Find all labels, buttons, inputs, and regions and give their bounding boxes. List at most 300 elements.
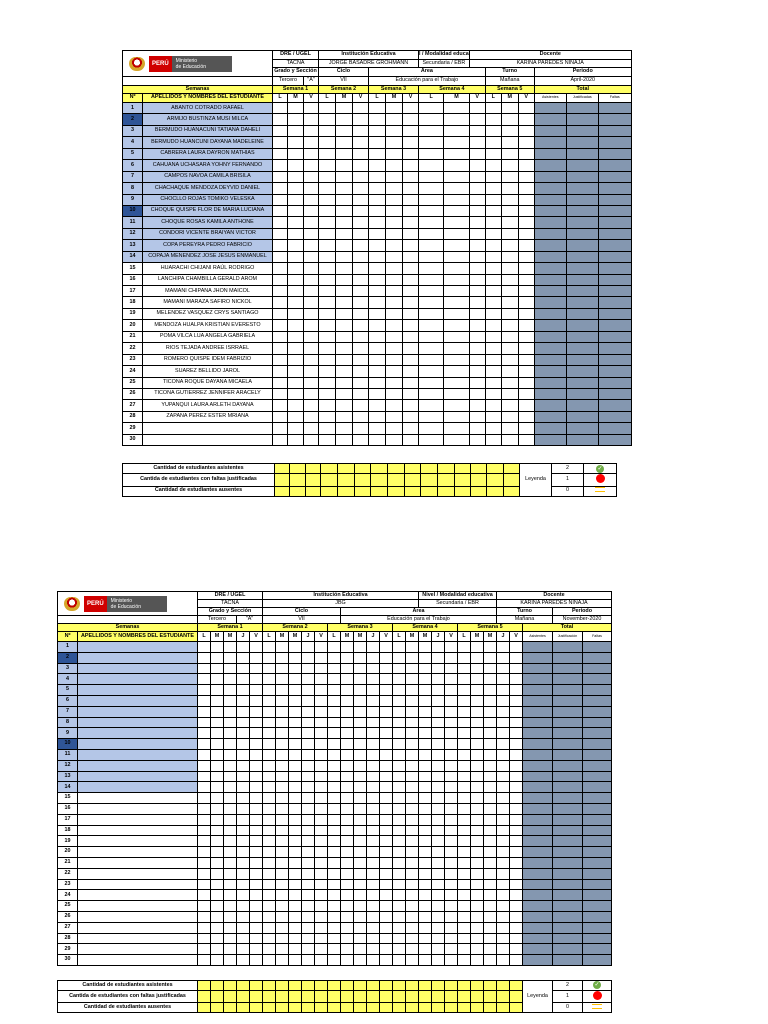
attendance-cell[interactable] bbox=[444, 263, 469, 274]
attendance-cell[interactable] bbox=[419, 308, 444, 319]
attendance-cell[interactable] bbox=[288, 274, 304, 285]
attendance-cell[interactable] bbox=[419, 366, 444, 377]
attendance-cell[interactable] bbox=[393, 739, 406, 750]
attendance-cell[interactable] bbox=[328, 749, 341, 760]
attendance-cell[interactable] bbox=[263, 728, 276, 739]
attendance-cell[interactable] bbox=[354, 642, 367, 653]
attendance-cell[interactable] bbox=[419, 652, 432, 663]
attendance-cell[interactable] bbox=[289, 749, 302, 760]
attendance-cell[interactable] bbox=[484, 890, 497, 901]
attendance-cell[interactable] bbox=[471, 717, 484, 728]
attendance-cell[interactable] bbox=[289, 695, 302, 706]
attendance-cell[interactable] bbox=[471, 911, 484, 922]
attendance-cell[interactable] bbox=[469, 366, 485, 377]
attendance-cell[interactable] bbox=[250, 911, 263, 922]
attendance-cell[interactable] bbox=[497, 739, 510, 750]
attendance-cell[interactable] bbox=[518, 423, 534, 434]
attendance-cell[interactable] bbox=[380, 782, 393, 793]
attendance-cell[interactable] bbox=[250, 685, 263, 696]
attendance-cell[interactable] bbox=[497, 793, 510, 804]
attendance-cell[interactable] bbox=[386, 411, 403, 422]
attendance-cell[interactable] bbox=[288, 240, 304, 251]
attendance-cell[interactable] bbox=[419, 857, 432, 868]
attendance-cell[interactable] bbox=[354, 847, 367, 858]
attendance-cell[interactable] bbox=[341, 782, 354, 793]
attendance-cell[interactable] bbox=[484, 944, 497, 955]
attendance-cell[interactable] bbox=[393, 760, 406, 771]
attendance-cell[interactable] bbox=[458, 652, 471, 663]
attendance-cell[interactable] bbox=[302, 814, 315, 825]
attendance-cell[interactable] bbox=[518, 308, 534, 319]
attendance-cell[interactable] bbox=[304, 240, 319, 251]
attendance-cell[interactable] bbox=[518, 137, 534, 148]
attendance-cell[interactable] bbox=[485, 423, 501, 434]
attendance-cell[interactable] bbox=[224, 955, 237, 966]
attendance-cell[interactable] bbox=[367, 717, 380, 728]
attendance-cell[interactable] bbox=[406, 911, 419, 922]
attendance-cell[interactable] bbox=[224, 771, 237, 782]
attendance-cell[interactable] bbox=[304, 205, 319, 216]
attendance-cell[interactable] bbox=[445, 857, 458, 868]
attendance-cell[interactable] bbox=[419, 955, 432, 966]
attendance-cell[interactable] bbox=[484, 728, 497, 739]
attendance-cell[interactable] bbox=[419, 171, 444, 182]
attendance-cell[interactable] bbox=[319, 308, 336, 319]
attendance-cell[interactable] bbox=[369, 194, 386, 205]
attendance-cell[interactable] bbox=[518, 160, 534, 171]
attendance-cell[interactable] bbox=[484, 695, 497, 706]
attendance-cell[interactable] bbox=[367, 814, 380, 825]
attendance-cell[interactable] bbox=[484, 825, 497, 836]
attendance-cell[interactable] bbox=[250, 749, 263, 760]
attendance-cell[interactable] bbox=[518, 217, 534, 228]
attendance-cell[interactable] bbox=[288, 400, 304, 411]
attendance-cell[interactable] bbox=[328, 868, 341, 879]
attendance-cell[interactable] bbox=[380, 955, 393, 966]
attendance-cell[interactable] bbox=[198, 760, 211, 771]
attendance-cell[interactable] bbox=[315, 663, 328, 674]
attendance-cell[interactable] bbox=[288, 114, 304, 125]
attendance-cell[interactable] bbox=[403, 125, 419, 136]
attendance-cell[interactable] bbox=[484, 857, 497, 868]
attendance-cell[interactable] bbox=[304, 125, 319, 136]
attendance-cell[interactable] bbox=[353, 286, 369, 297]
attendance-cell[interactable] bbox=[471, 890, 484, 901]
attendance-cell[interactable] bbox=[353, 377, 369, 388]
attendance-cell[interactable] bbox=[289, 685, 302, 696]
attendance-cell[interactable] bbox=[369, 331, 386, 342]
attendance-cell[interactable] bbox=[354, 922, 367, 933]
attendance-cell[interactable] bbox=[458, 825, 471, 836]
attendance-cell[interactable] bbox=[471, 685, 484, 696]
attendance-cell[interactable] bbox=[432, 685, 445, 696]
attendance-cell[interactable] bbox=[276, 652, 289, 663]
attendance-cell[interactable] bbox=[386, 331, 403, 342]
attendance-cell[interactable] bbox=[406, 825, 419, 836]
attendance-cell[interactable] bbox=[353, 160, 369, 171]
attendance-cell[interactable] bbox=[354, 652, 367, 663]
attendance-cell[interactable] bbox=[469, 228, 485, 239]
attendance-cell[interactable] bbox=[458, 717, 471, 728]
attendance-cell[interactable] bbox=[198, 944, 211, 955]
attendance-cell[interactable] bbox=[354, 933, 367, 944]
attendance-cell[interactable] bbox=[471, 922, 484, 933]
attendance-cell[interactable] bbox=[263, 955, 276, 966]
attendance-cell[interactable] bbox=[444, 194, 469, 205]
attendance-cell[interactable] bbox=[380, 847, 393, 858]
attendance-cell[interactable] bbox=[518, 286, 534, 297]
attendance-cell[interactable] bbox=[341, 955, 354, 966]
attendance-cell[interactable] bbox=[289, 922, 302, 933]
attendance-cell[interactable] bbox=[386, 240, 403, 251]
attendance-cell[interactable] bbox=[469, 148, 485, 159]
attendance-cell[interactable] bbox=[501, 148, 518, 159]
attendance-cell[interactable] bbox=[304, 297, 319, 308]
attendance-cell[interactable] bbox=[328, 836, 341, 847]
attendance-cell[interactable] bbox=[302, 857, 315, 868]
attendance-cell[interactable] bbox=[328, 890, 341, 901]
attendance-cell[interactable] bbox=[471, 868, 484, 879]
attendance-cell[interactable] bbox=[336, 205, 353, 216]
attendance-cell[interactable] bbox=[211, 652, 224, 663]
attendance-cell[interactable] bbox=[458, 868, 471, 879]
attendance-cell[interactable] bbox=[250, 847, 263, 858]
attendance-cell[interactable] bbox=[328, 944, 341, 955]
attendance-cell[interactable] bbox=[354, 955, 367, 966]
attendance-cell[interactable] bbox=[471, 803, 484, 814]
attendance-cell[interactable] bbox=[518, 434, 534, 445]
attendance-cell[interactable] bbox=[198, 836, 211, 847]
attendance-cell[interactable] bbox=[419, 944, 432, 955]
attendance-cell[interactable] bbox=[315, 955, 328, 966]
attendance-cell[interactable] bbox=[302, 782, 315, 793]
attendance-cell[interactable] bbox=[353, 183, 369, 194]
attendance-cell[interactable] bbox=[319, 388, 336, 399]
attendance-cell[interactable] bbox=[336, 171, 353, 182]
attendance-cell[interactable] bbox=[263, 890, 276, 901]
attendance-cell[interactable] bbox=[288, 125, 304, 136]
attendance-cell[interactable] bbox=[510, 890, 523, 901]
attendance-cell[interactable] bbox=[341, 771, 354, 782]
attendance-cell[interactable] bbox=[319, 331, 336, 342]
attendance-cell[interactable] bbox=[354, 901, 367, 912]
attendance-cell[interactable] bbox=[328, 793, 341, 804]
attendance-cell[interactable] bbox=[304, 366, 319, 377]
attendance-cell[interactable] bbox=[237, 717, 250, 728]
attendance-cell[interactable] bbox=[501, 297, 518, 308]
attendance-cell[interactable] bbox=[353, 366, 369, 377]
attendance-cell[interactable] bbox=[273, 171, 288, 182]
attendance-cell[interactable] bbox=[458, 933, 471, 944]
attendance-cell[interactable] bbox=[386, 148, 403, 159]
attendance-cell[interactable] bbox=[380, 760, 393, 771]
attendance-cell[interactable] bbox=[319, 160, 336, 171]
attendance-cell[interactable] bbox=[289, 728, 302, 739]
attendance-cell[interactable] bbox=[419, 411, 444, 422]
attendance-cell[interactable] bbox=[406, 728, 419, 739]
attendance-cell[interactable] bbox=[501, 423, 518, 434]
attendance-cell[interactable] bbox=[354, 728, 367, 739]
attendance-cell[interactable] bbox=[237, 749, 250, 760]
attendance-cell[interactable] bbox=[458, 879, 471, 890]
attendance-cell[interactable] bbox=[288, 148, 304, 159]
attendance-cell[interactable] bbox=[288, 343, 304, 354]
attendance-cell[interactable] bbox=[386, 354, 403, 365]
attendance-cell[interactable] bbox=[341, 739, 354, 750]
attendance-cell[interactable] bbox=[369, 205, 386, 216]
attendance-cell[interactable] bbox=[315, 803, 328, 814]
attendance-cell[interactable] bbox=[386, 217, 403, 228]
attendance-cell[interactable] bbox=[224, 706, 237, 717]
attendance-cell[interactable] bbox=[393, 642, 406, 653]
attendance-cell[interactable] bbox=[237, 685, 250, 696]
attendance-cell[interactable] bbox=[211, 922, 224, 933]
attendance-cell[interactable] bbox=[403, 171, 419, 182]
attendance-cell[interactable] bbox=[336, 377, 353, 388]
attendance-cell[interactable] bbox=[444, 205, 469, 216]
attendance-cell[interactable] bbox=[386, 343, 403, 354]
attendance-cell[interactable] bbox=[336, 331, 353, 342]
attendance-cell[interactable] bbox=[288, 320, 304, 331]
attendance-cell[interactable] bbox=[319, 274, 336, 285]
attendance-cell[interactable] bbox=[444, 148, 469, 159]
attendance-cell[interactable] bbox=[501, 400, 518, 411]
attendance-cell[interactable] bbox=[315, 868, 328, 879]
attendance-cell[interactable] bbox=[367, 652, 380, 663]
attendance-cell[interactable] bbox=[419, 803, 432, 814]
attendance-cell[interactable] bbox=[380, 652, 393, 663]
attendance-cell[interactable] bbox=[319, 354, 336, 365]
attendance-cell[interactable] bbox=[289, 717, 302, 728]
attendance-cell[interactable] bbox=[485, 251, 501, 262]
attendance-cell[interactable] bbox=[302, 717, 315, 728]
attendance-cell[interactable] bbox=[471, 836, 484, 847]
attendance-cell[interactable] bbox=[497, 901, 510, 912]
attendance-cell[interactable] bbox=[328, 955, 341, 966]
attendance-cell[interactable] bbox=[403, 434, 419, 445]
attendance-cell[interactable] bbox=[273, 240, 288, 251]
attendance-cell[interactable] bbox=[445, 749, 458, 760]
attendance-cell[interactable] bbox=[471, 706, 484, 717]
attendance-cell[interactable] bbox=[444, 103, 469, 114]
attendance-cell[interactable] bbox=[471, 674, 484, 685]
attendance-cell[interactable] bbox=[484, 706, 497, 717]
attendance-cell[interactable] bbox=[237, 911, 250, 922]
attendance-cell[interactable] bbox=[501, 103, 518, 114]
attendance-cell[interactable] bbox=[419, 868, 432, 879]
attendance-cell[interactable] bbox=[263, 717, 276, 728]
attendance-cell[interactable] bbox=[276, 868, 289, 879]
attendance-cell[interactable] bbox=[319, 297, 336, 308]
attendance-cell[interactable] bbox=[469, 297, 485, 308]
attendance-cell[interactable] bbox=[336, 388, 353, 399]
attendance-cell[interactable] bbox=[354, 663, 367, 674]
attendance-cell[interactable] bbox=[198, 728, 211, 739]
attendance-cell[interactable] bbox=[367, 933, 380, 944]
attendance-cell[interactable] bbox=[224, 857, 237, 868]
attendance-cell[interactable] bbox=[315, 911, 328, 922]
attendance-cell[interactable] bbox=[497, 847, 510, 858]
attendance-cell[interactable] bbox=[302, 674, 315, 685]
attendance-cell[interactable] bbox=[276, 706, 289, 717]
attendance-cell[interactable] bbox=[276, 922, 289, 933]
attendance-cell[interactable] bbox=[510, 911, 523, 922]
attendance-cell[interactable] bbox=[484, 955, 497, 966]
attendance-cell[interactable] bbox=[458, 911, 471, 922]
attendance-cell[interactable] bbox=[276, 933, 289, 944]
attendance-cell[interactable] bbox=[419, 760, 432, 771]
attendance-cell[interactable] bbox=[224, 933, 237, 944]
attendance-cell[interactable] bbox=[485, 434, 501, 445]
attendance-cell[interactable] bbox=[518, 366, 534, 377]
attendance-cell[interactable] bbox=[211, 814, 224, 825]
attendance-cell[interactable] bbox=[518, 205, 534, 216]
attendance-cell[interactable] bbox=[315, 922, 328, 933]
attendance-cell[interactable] bbox=[518, 148, 534, 159]
attendance-cell[interactable] bbox=[403, 297, 419, 308]
attendance-cell[interactable] bbox=[485, 125, 501, 136]
attendance-cell[interactable] bbox=[336, 114, 353, 125]
attendance-cell[interactable] bbox=[484, 739, 497, 750]
attendance-cell[interactable] bbox=[341, 933, 354, 944]
attendance-cell[interactable] bbox=[273, 274, 288, 285]
attendance-cell[interactable] bbox=[484, 652, 497, 663]
attendance-cell[interactable] bbox=[444, 423, 469, 434]
attendance-cell[interactable] bbox=[276, 782, 289, 793]
attendance-cell[interactable] bbox=[469, 103, 485, 114]
attendance-cell[interactable] bbox=[406, 771, 419, 782]
attendance-cell[interactable] bbox=[288, 217, 304, 228]
attendance-cell[interactable] bbox=[302, 879, 315, 890]
attendance-cell[interactable] bbox=[250, 782, 263, 793]
attendance-cell[interactable] bbox=[510, 847, 523, 858]
attendance-cell[interactable] bbox=[369, 228, 386, 239]
attendance-cell[interactable] bbox=[263, 739, 276, 750]
attendance-cell[interactable] bbox=[369, 251, 386, 262]
attendance-cell[interactable] bbox=[328, 706, 341, 717]
attendance-cell[interactable] bbox=[510, 868, 523, 879]
attendance-cell[interactable] bbox=[237, 728, 250, 739]
attendance-cell[interactable] bbox=[328, 739, 341, 750]
attendance-cell[interactable] bbox=[315, 674, 328, 685]
attendance-cell[interactable] bbox=[273, 183, 288, 194]
attendance-cell[interactable] bbox=[518, 263, 534, 274]
attendance-cell[interactable] bbox=[432, 728, 445, 739]
attendance-cell[interactable] bbox=[302, 771, 315, 782]
attendance-cell[interactable] bbox=[484, 868, 497, 879]
attendance-cell[interactable] bbox=[518, 343, 534, 354]
attendance-cell[interactable] bbox=[336, 160, 353, 171]
attendance-cell[interactable] bbox=[501, 366, 518, 377]
attendance-cell[interactable] bbox=[224, 836, 237, 847]
attendance-cell[interactable] bbox=[302, 933, 315, 944]
attendance-cell[interactable] bbox=[501, 331, 518, 342]
attendance-cell[interactable] bbox=[224, 695, 237, 706]
attendance-cell[interactable] bbox=[237, 857, 250, 868]
attendance-cell[interactable] bbox=[302, 901, 315, 912]
attendance-cell[interactable] bbox=[510, 879, 523, 890]
attendance-cell[interactable] bbox=[403, 423, 419, 434]
attendance-cell[interactable] bbox=[419, 343, 444, 354]
attendance-cell[interactable] bbox=[367, 706, 380, 717]
attendance-cell[interactable] bbox=[393, 868, 406, 879]
attendance-cell[interactable] bbox=[432, 793, 445, 804]
attendance-cell[interactable] bbox=[237, 825, 250, 836]
attendance-cell[interactable] bbox=[497, 685, 510, 696]
attendance-cell[interactable] bbox=[386, 160, 403, 171]
attendance-cell[interactable] bbox=[276, 879, 289, 890]
attendance-cell[interactable] bbox=[367, 803, 380, 814]
attendance-cell[interactable] bbox=[471, 955, 484, 966]
attendance-cell[interactable] bbox=[419, 183, 444, 194]
attendance-cell[interactable] bbox=[211, 847, 224, 858]
attendance-cell[interactable] bbox=[485, 343, 501, 354]
attendance-cell[interactable] bbox=[444, 411, 469, 422]
attendance-cell[interactable] bbox=[485, 217, 501, 228]
attendance-cell[interactable] bbox=[276, 642, 289, 653]
attendance-cell[interactable] bbox=[458, 749, 471, 760]
attendance-cell[interactable] bbox=[341, 674, 354, 685]
attendance-cell[interactable] bbox=[403, 205, 419, 216]
attendance-cell[interactable] bbox=[354, 771, 367, 782]
attendance-cell[interactable] bbox=[419, 911, 432, 922]
attendance-cell[interactable] bbox=[367, 890, 380, 901]
attendance-cell[interactable] bbox=[510, 728, 523, 739]
attendance-cell[interactable] bbox=[354, 685, 367, 696]
attendance-cell[interactable] bbox=[432, 879, 445, 890]
attendance-cell[interactable] bbox=[304, 228, 319, 239]
attendance-cell[interactable] bbox=[319, 205, 336, 216]
attendance-cell[interactable] bbox=[224, 825, 237, 836]
attendance-cell[interactable] bbox=[386, 434, 403, 445]
attendance-cell[interactable] bbox=[393, 933, 406, 944]
attendance-cell[interactable] bbox=[341, 749, 354, 760]
attendance-cell[interactable] bbox=[419, 137, 444, 148]
attendance-cell[interactable] bbox=[406, 652, 419, 663]
attendance-cell[interactable] bbox=[432, 663, 445, 674]
attendance-cell[interactable] bbox=[276, 717, 289, 728]
attendance-cell[interactable] bbox=[419, 739, 432, 750]
attendance-cell[interactable] bbox=[393, 955, 406, 966]
attendance-cell[interactable] bbox=[198, 695, 211, 706]
attendance-cell[interactable] bbox=[471, 814, 484, 825]
attendance-cell[interactable] bbox=[419, 125, 444, 136]
attendance-cell[interactable] bbox=[419, 695, 432, 706]
attendance-cell[interactable] bbox=[510, 836, 523, 847]
attendance-cell[interactable] bbox=[250, 857, 263, 868]
attendance-cell[interactable] bbox=[198, 847, 211, 858]
attendance-cell[interactable] bbox=[386, 251, 403, 262]
attendance-cell[interactable] bbox=[354, 879, 367, 890]
attendance-cell[interactable] bbox=[354, 944, 367, 955]
attendance-cell[interactable] bbox=[403, 228, 419, 239]
attendance-cell[interactable] bbox=[353, 297, 369, 308]
attendance-cell[interactable] bbox=[469, 434, 485, 445]
attendance-cell[interactable] bbox=[510, 857, 523, 868]
attendance-cell[interactable] bbox=[319, 434, 336, 445]
attendance-cell[interactable] bbox=[432, 890, 445, 901]
attendance-cell[interactable] bbox=[353, 228, 369, 239]
attendance-cell[interactable] bbox=[471, 782, 484, 793]
attendance-cell[interactable] bbox=[403, 411, 419, 422]
attendance-cell[interactable] bbox=[354, 803, 367, 814]
attendance-cell[interactable] bbox=[341, 652, 354, 663]
attendance-cell[interactable] bbox=[369, 125, 386, 136]
attendance-cell[interactable] bbox=[211, 955, 224, 966]
attendance-cell[interactable] bbox=[273, 205, 288, 216]
attendance-cell[interactable] bbox=[406, 717, 419, 728]
attendance-cell[interactable] bbox=[276, 890, 289, 901]
